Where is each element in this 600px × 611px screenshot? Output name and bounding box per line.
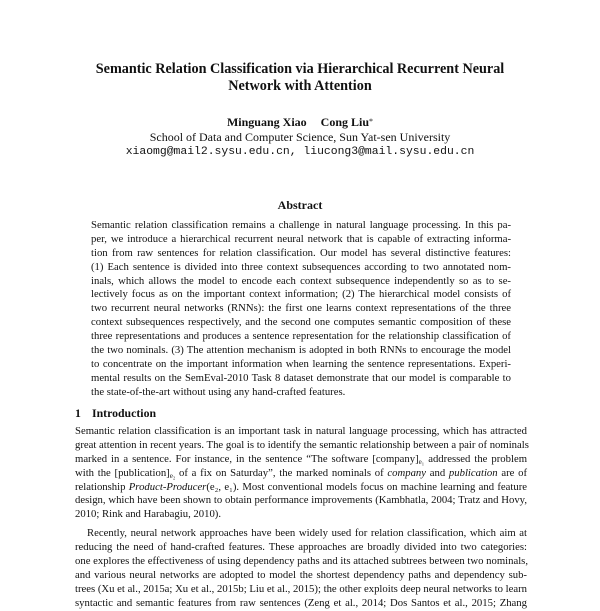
- paragraph-line: [75, 467, 527, 481]
- paragraph-line: Semantic relation classification is an important task in natural language processing, which has attracted: [75, 425, 527, 437]
- abstract-line: two recurrent neural networks (RNNs): the first one learns context representations of the three: [91, 302, 511, 315]
- author-emails: xiaomg@mail2.sysu.edu.cn, liucong3@mail.sysu.edu.cn: [125, 146, 475, 158]
- paragraph-text: . Most conventional models focus on machine learning and feature: [236, 480, 528, 493]
- section-title: Introduction: [92, 406, 157, 420]
- paragraph-line: syntactic and semantic features from raw sentences (Zeng et al., 2014; Dos Santos et al., 2015; Zhang: [75, 596, 527, 609]
- paragraph-line: [75, 481, 527, 495]
- abstract-line: mental results on the SemEval-2010 Task 8 dataset demonstrate that our model is comparable to: [91, 371, 511, 384]
- abstract-heading: Abstract: [277, 198, 323, 212]
- affiliation: School of Data and Computer Science, Sun Yat-sen University: [149, 130, 451, 144]
- abstract-line: Semantic relation classification remains a challenge in natural language processing. In this pa-: [91, 219, 511, 231]
- section-number: 1: [75, 406, 81, 420]
- introduction-body: [75, 425, 527, 611]
- author-name: Cong Liu: [320, 115, 370, 129]
- paragraph-text: relationship: [75, 480, 126, 493]
- abstract-line: the state-of-the-art without using any hand-crafted features.: [91, 385, 346, 398]
- abstract-line: inals, which allows the model to encode each context subsequence independently so as to se-: [91, 274, 511, 287]
- abstract-body: [91, 219, 511, 400]
- title-line-2: Network with Attention: [228, 78, 372, 94]
- nominal-company: company: [387, 466, 427, 479]
- relation-name: Product-Producer: [128, 480, 207, 493]
- paragraph-line: [75, 453, 527, 467]
- paragraph-line: Recently, neural network approaches have been widely used for relation classification, which aim at: [87, 527, 527, 540]
- paragraph-line: great attention in recent years. The goal is to identify the semantic relationship between a pair of nominals: [75, 438, 529, 451]
- paragraph-text: of a fix on Saturday”, the marked nominals of: [179, 466, 384, 479]
- paragraph-line: and various neural networks are adopted to model the shortest dependency paths and dependency sub-: [75, 568, 527, 581]
- paragraph-text: addressed the problem: [428, 452, 528, 465]
- paper-title: [60, 61, 540, 95]
- entity-subscript: e₂: [169, 471, 176, 480]
- abstract-line: three representations and produces a sentence representation for the relationship classification of: [91, 330, 511, 343]
- abstract-line: (1) Each sentence is divided into three context subsequences according to two annotated nom-: [91, 260, 511, 273]
- paragraph-line: reducing the need of hand-crafted features. These approaches are broadly divided into two categories:: [75, 541, 527, 554]
- relation-args: (e₂, e₁): [206, 480, 237, 493]
- corresponding-author-mark: *: [369, 117, 374, 126]
- entity-marker-e1: [company]: [372, 452, 419, 465]
- author-name: Minguang Xiao: [226, 115, 307, 129]
- paragraph-text: marked in a sentence. For instance, in the sentence “The software: [75, 452, 369, 465]
- abstract-line: lectively focus as on the important context information; (2) The hierarchical model consists of: [91, 288, 511, 301]
- abstract-line: the two nominals. (3) The attention mechanism is adopted in both RNNs to encourage the model: [91, 344, 511, 357]
- paragraph-text: are of: [501, 466, 528, 479]
- entity-subscript: e₁: [418, 457, 425, 466]
- paragraph-line: trees (Xu et al., 2015a; Xu et al., 2015b; Liu et al., 2015); the other exploits deep neural networks to learn: [75, 582, 527, 595]
- abstract-line: tion from raw sentences for relation classification. Our model has several distinctive features:: [91, 246, 511, 259]
- abstract-line: to concentrate on the important information when learning the sentence representations. Experi-: [91, 357, 511, 370]
- paragraph-text: with the: [75, 466, 111, 479]
- abstract-line: context subsequences respectively, and the second one computes semantic composition of these: [91, 316, 511, 329]
- nominal-publication: publication: [448, 466, 498, 479]
- paragraph-line: 2010; Rink and Harabagiu, 2010).: [75, 508, 222, 521]
- entity-marker-e2: [publication]: [114, 466, 170, 479]
- title-line-1: Semantic Relation Classification via Hierarchical Recurrent Neural: [95, 61, 505, 77]
- paragraph-text: and: [429, 466, 446, 479]
- paragraph-line: one explores the effectiveness of using dependency paths and its attached subtrees between two nominals,: [75, 555, 528, 568]
- section-heading: [75, 406, 156, 420]
- author-list: [60, 115, 540, 129]
- paragraph-line: design, which have been shown to obtain performance improvements (Kambhatla, 2004; Tratz and Hovy,: [75, 494, 527, 507]
- abstract-line: per, we introduce a hierarchical recurrent neural network that is capable of extracting informa-: [91, 232, 511, 245]
